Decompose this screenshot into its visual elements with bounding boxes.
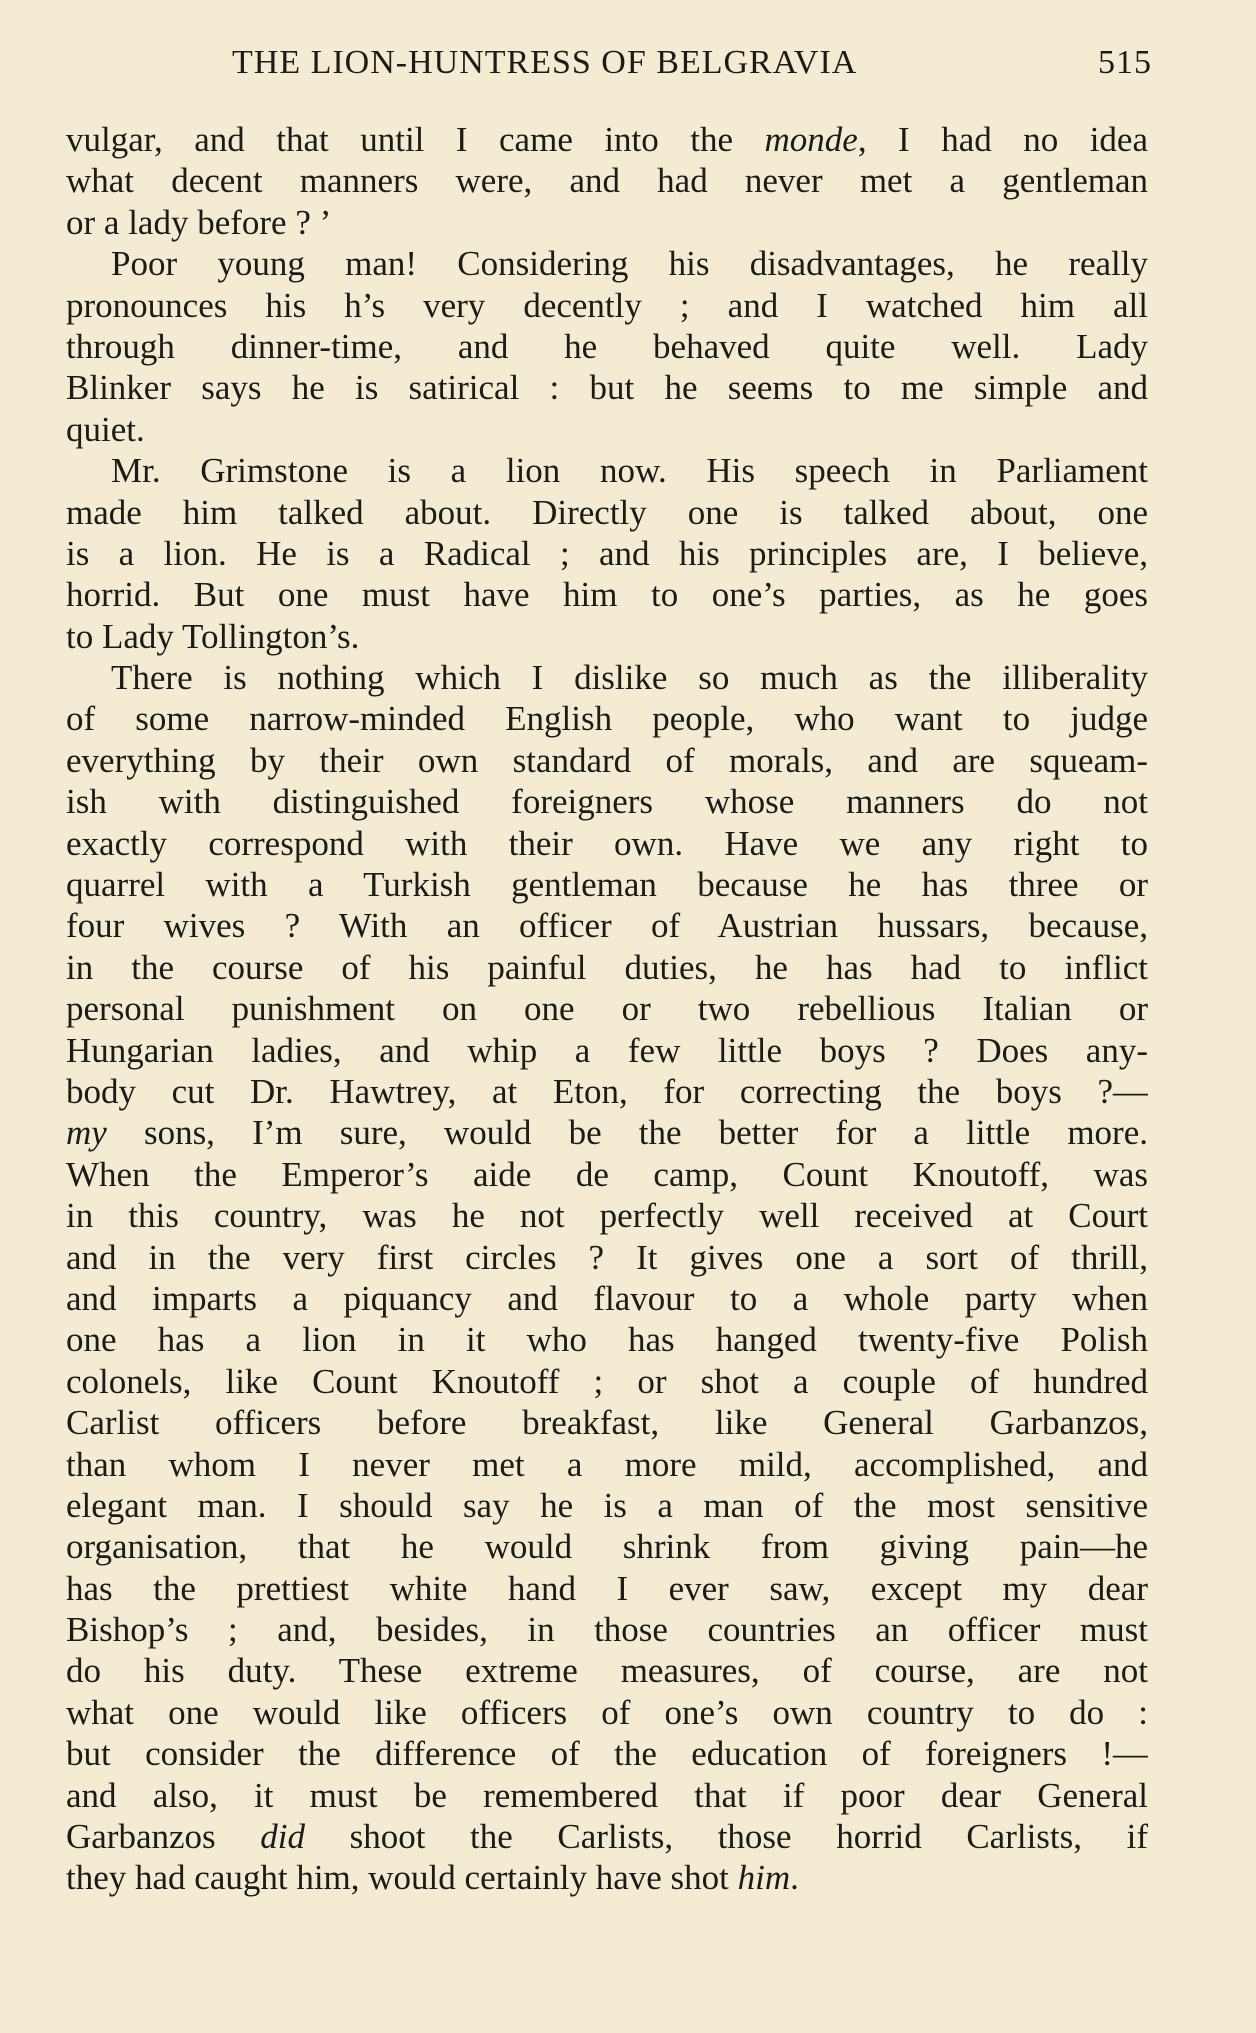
text-line-32: Carlist officers before breakfast, like General Garbanzos, [66, 1403, 1148, 1443]
text-line-25: my sons, I’m sure, would be the better for a little more. [66, 1113, 1148, 1153]
text-line-42: Garbanzos did shoot the Carlists, those horrid Carlists, if [66, 1817, 1148, 1857]
text-line-12: horrid. But one must have him to one’s parties, as he goes [66, 575, 1148, 615]
text-line-34: elegant man. I should say he is a man of the most sensitive [66, 1485, 1148, 1525]
text-line-3: or a lady before ? ’ [66, 202, 332, 242]
text-line-8: quiet. [66, 409, 145, 449]
body-text [66, 119, 1148, 1899]
text-line-30: one has a lion in it who has hanged twenty-five Polish [66, 1320, 1148, 1360]
text-line-19: quarrel with a Turkish gentleman because he has three or [66, 865, 1148, 905]
text-line-41: and also, it must be remembered that if poor dear General [66, 1775, 1148, 1815]
text-line-26: When the Emperor’s aide de camp, Count Knoutoff, was [66, 1154, 1148, 1194]
text-line-35: organisation, that he would shrink from giving pain—he [66, 1527, 1148, 1567]
text-line-15: of some narrow-minded English people, who want to judge [66, 699, 1148, 739]
text-line-13: to Lady Tollington’s. [66, 616, 360, 656]
text-line-43: they had caught him, would certainly have shot him. [66, 1858, 799, 1898]
running-title: THE LION-HUNTRESS OF BELGRAVIA [232, 44, 858, 81]
text-line-38: do his duty. These extreme measures, of course, are not [66, 1651, 1148, 1691]
paragraph-start-line: There is nothing which I dislike so much as the illiberality [111, 658, 1148, 698]
italic-word: my [66, 1113, 107, 1153]
text-line-7: Blinker says he is satirical : but he seems to me simple and [66, 368, 1148, 408]
text-line-2: what decent manners were, and had never met a gentleman [66, 161, 1148, 201]
text-line-17: ish with distinguished foreigners whose manners do not [66, 782, 1148, 822]
italic-word: monde [764, 120, 858, 159]
text-line-21: in the course of his painful duties, he has had to inflict [66, 947, 1148, 987]
text-line-18: exactly correspond with their own. Have we any right to [66, 823, 1148, 863]
text-line-40: but consider the difference of the education of foreigners !— [66, 1734, 1148, 1774]
page-number: 515 [1098, 44, 1152, 81]
text-line-28: and in the very first circles ? It gives one a sort of thrill, [66, 1237, 1148, 1277]
text-line-20: four wives ? With an officer of Austrian hussars, because, [66, 906, 1148, 946]
text-line-22: personal punishment on one or two rebellious Italian or [66, 989, 1148, 1029]
text-line-6: through dinner-time, and he behaved quite well. Lady [66, 326, 1148, 366]
text-line-5: pronounces his h’s very decently ; and I watched him all [66, 285, 1148, 325]
text-line-31: colonels, like Count Knoutoff ; or shot a couple of hundred [66, 1361, 1148, 1401]
text-line-16: everything by their own standard of morals, and are squeam- [66, 740, 1148, 780]
paragraph-start-line: Mr. Grimstone is a lion now. His speech in Parliament [111, 451, 1148, 491]
text-line-33: than whom I never met a more mild, accomplished, and [66, 1444, 1148, 1484]
text-line-37: Bishop’s ; and, besides, in those countries an officer must [66, 1610, 1148, 1650]
italic-word: did [260, 1817, 305, 1857]
paragraph-start-line: Poor young man! Considering his disadvantages, he really [111, 244, 1148, 284]
text-line-23: Hungarian ladies, and whip a few little boys ? Does any- [66, 1030, 1148, 1070]
text-line-27: in this country, was he not perfectly well received at Court [66, 1196, 1148, 1236]
text-line-36: has the prettiest white hand I ever saw, except my dear [66, 1568, 1148, 1608]
text-line-10: made him talked about. Directly one is talked about, one [66, 492, 1148, 532]
text-line-39: what one would like officers of one’s own country to do : [66, 1692, 1148, 1732]
text-line-11: is a lion. He is a Radical ; and his principles are, I believe, [66, 533, 1148, 573]
text-line-1: vulgar, and that until I came into the monde, I had no idea [66, 120, 1148, 159]
text-line-24: body cut Dr. Hawtrey, at Eton, for correcting the boys ?— [66, 1071, 1148, 1111]
italic-word: him [737, 1858, 791, 1898]
running-head [232, 38, 1152, 88]
text-line-29: and imparts a piquancy and flavour to a whole party when [66, 1278, 1148, 1318]
